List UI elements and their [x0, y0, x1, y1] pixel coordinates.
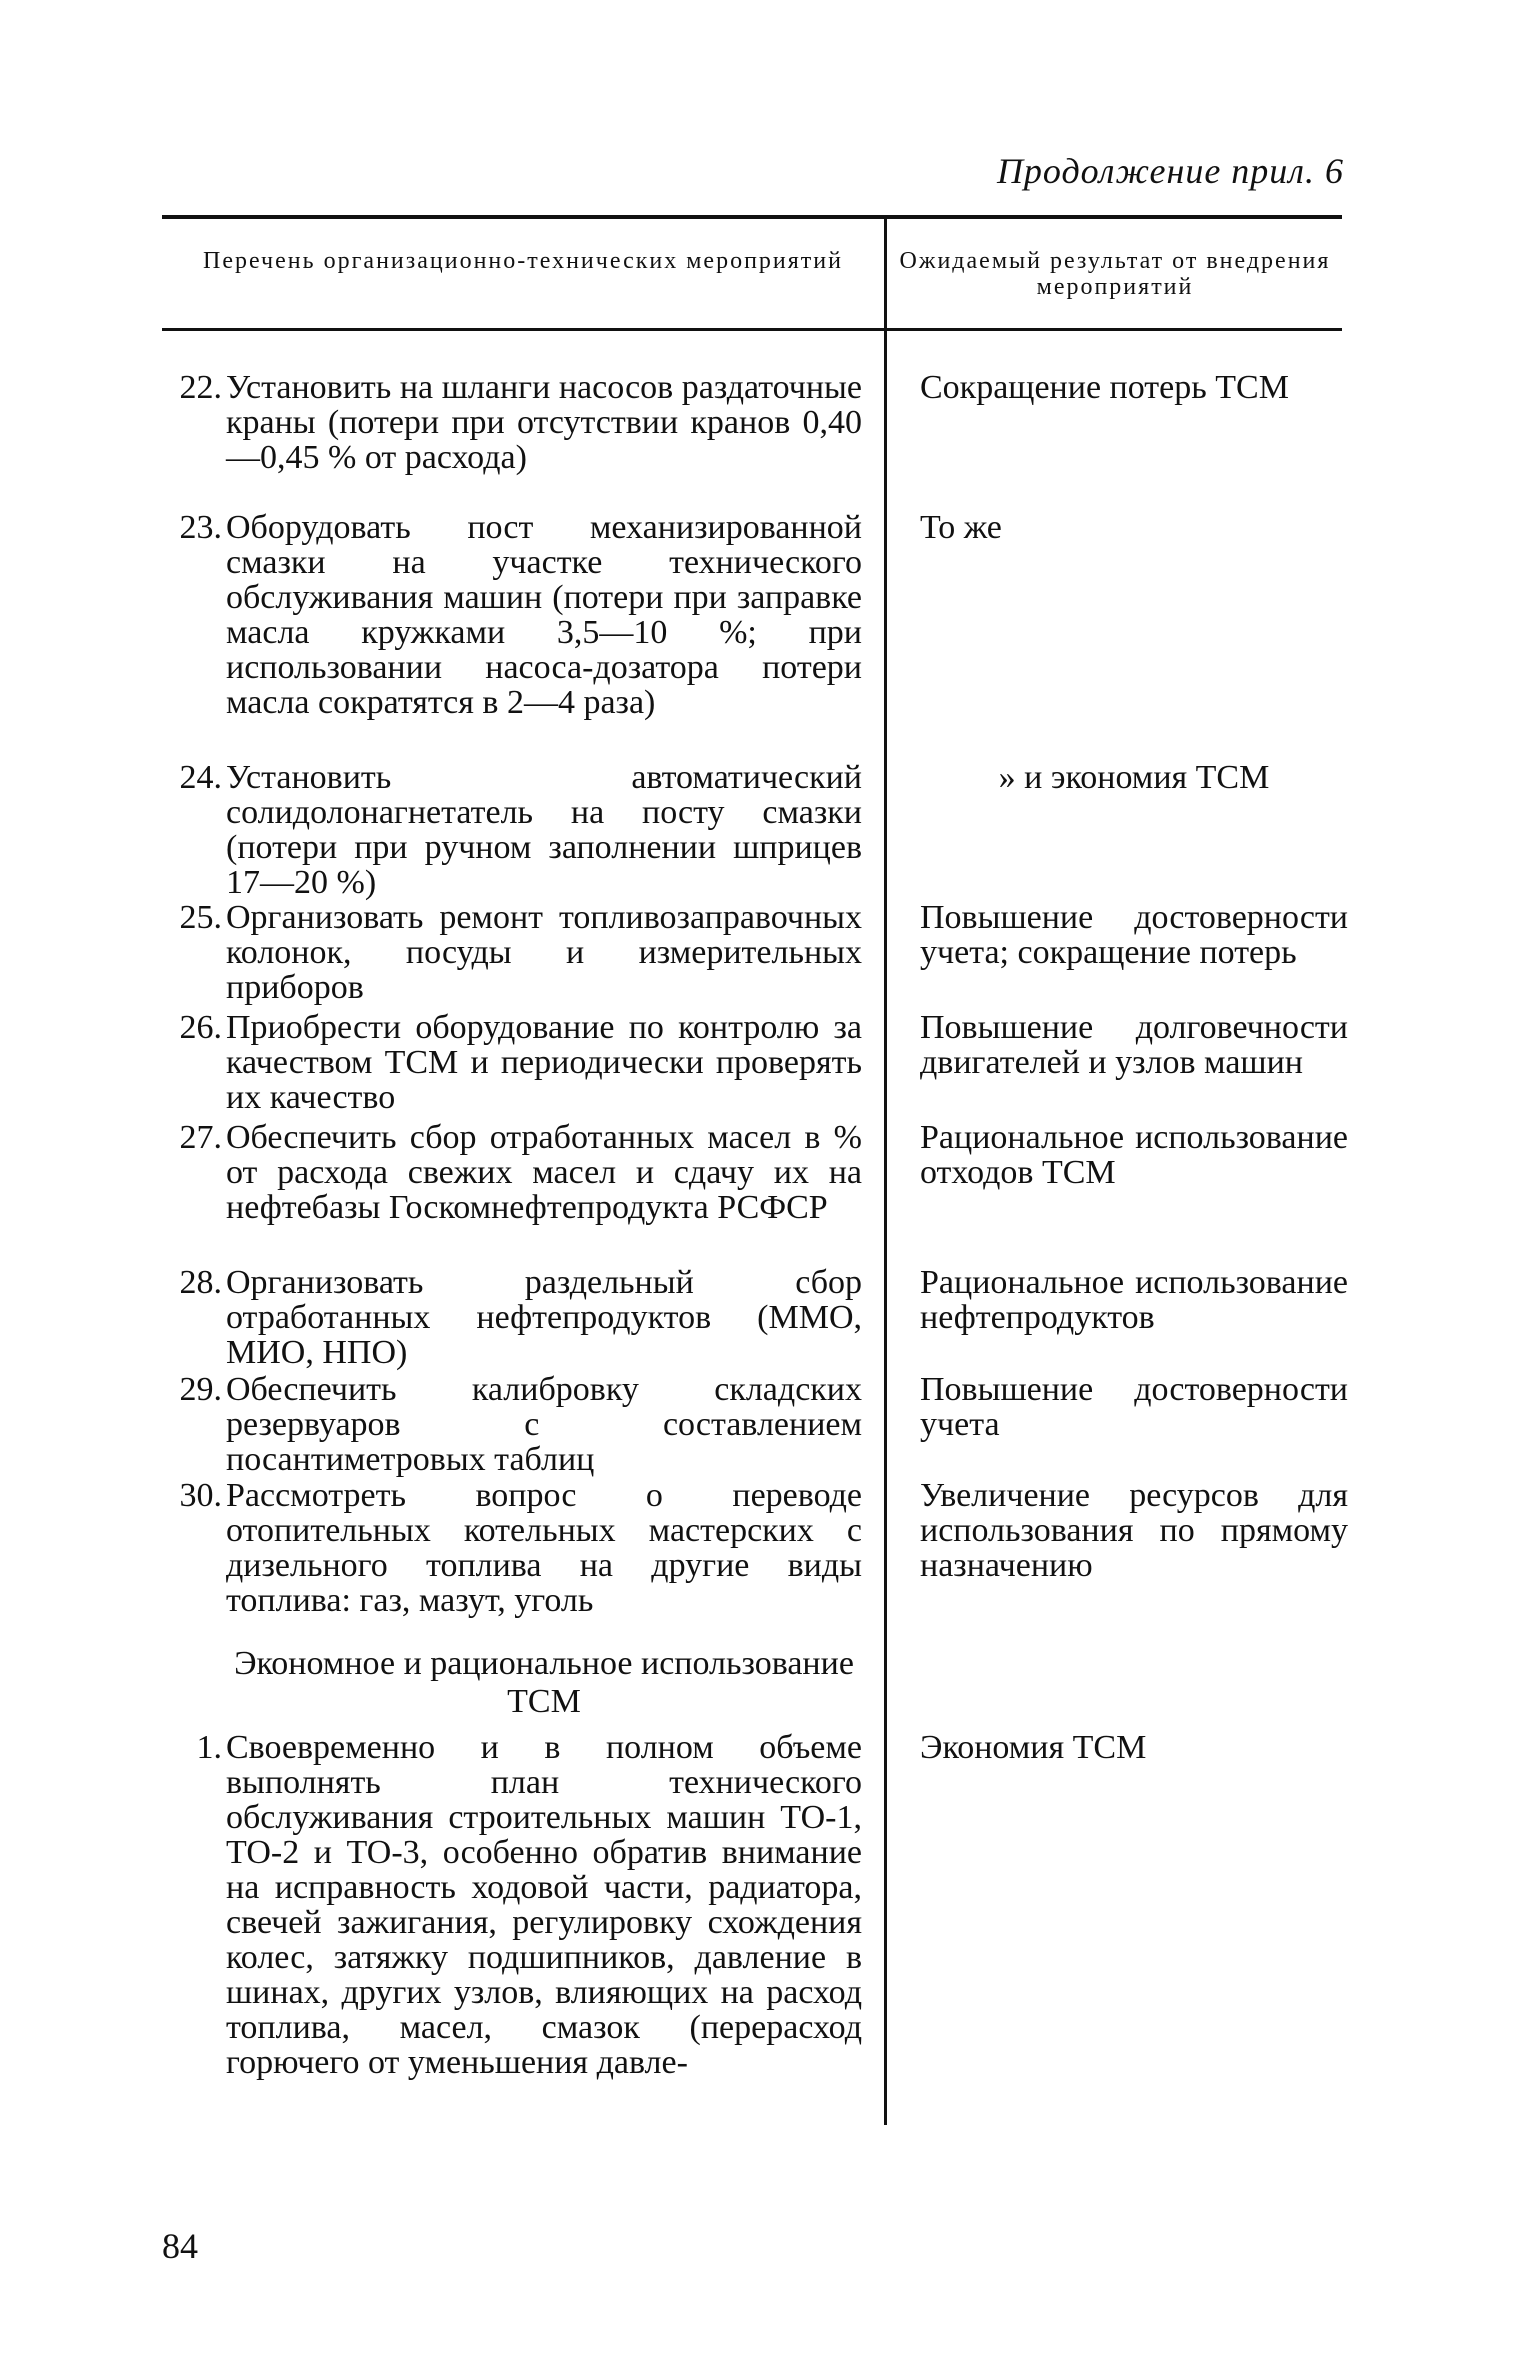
item-measure: Организовать раздельный сбор отработанных нефтепродуктов (ММО, МИО, НПО) [226, 1264, 862, 1371]
item-measure: Обеспечить калибровку складских резервуаров с составлением посантиметровых таблиц [226, 1371, 862, 1478]
column-header-result: Ожидаемый результат от внедрения мероприятий [899, 248, 1331, 300]
column-header-measures: Перечень организационно-технических мероприятий [203, 248, 843, 274]
table-top-rule [162, 215, 1342, 219]
column-divider [884, 218, 887, 2125]
item-number: 23. [179, 509, 222, 546]
item-result: Экономия ТСМ [920, 1729, 1147, 1766]
page-number: 84 [162, 2226, 198, 2266]
item-number: 24. [179, 759, 222, 796]
item-number: 25. [179, 899, 222, 936]
item-result: » и экономия ТСМ [998, 759, 1270, 796]
continuation-label: Продолжение прил. 6 [996, 151, 1344, 191]
item-number: 22. [179, 369, 222, 406]
item-result: Сокращение потерь ТСМ [920, 369, 1289, 406]
item-result: Повышение достоверности учета; сокращение потерь [920, 899, 1348, 971]
item-measure: Установить на шланги насосов раздаточные краны (потери при отсутствии кранов 0,40—0,45 % от расхода) [226, 369, 862, 476]
item-result: Рациональное использование нефтепродуктов [920, 1264, 1348, 1336]
item-result: Рациональное использование отходов ТСМ [920, 1119, 1348, 1191]
item-measure: Организовать ремонт топливозаправочных колонок, посуды и измерительных приборов [226, 899, 862, 1006]
item-number: 27. [179, 1119, 222, 1156]
item-number: 29. [179, 1371, 222, 1408]
item-measure: Приобрести оборудование по контролю за качеством ТСМ и периодически проверять их качество [226, 1009, 862, 1116]
table-header-rule [162, 328, 1342, 331]
item-measure: Оборудовать пост механизированной смазки на участке технического обслуживания машин (потери при заправке масла кружками 3,5—10 %; при использовании насоса-дозатора потери масла сократятся в 2—4 раза) [226, 509, 862, 721]
item-result: Увеличение ресурсов для использования по прямому назначению [920, 1477, 1348, 1584]
item-number: 28. [179, 1264, 222, 1301]
item-number: 1. [196, 1729, 222, 1766]
item-measure: Обеспечить сбор отработанных масел в % от расхода свежих масел и сдачу их на нефтебазы Госкомнефтепродукта РСФСР [226, 1119, 862, 1226]
item-number: 30. [179, 1477, 222, 1514]
item-result: Повышение достоверности учета [920, 1371, 1348, 1443]
item-result: Повышение долговечности двигателей и узлов машин [920, 1009, 1348, 1081]
item-measure: Своевременно и в полном объеме выполнять план технического обслуживания строительных машин ТО-1, ТО-2 и ТО-3, особенно обратив внимание на исправность ходовой части, радиатора, свечей зажигания, регулировку схождения колес, затяжку подшипников, давление в шинах, других узлов, влияющих на расход топлива, масел, смазок (перерасход горючего от уменьшения давле- [226, 1729, 862, 2081]
item-result: То же [920, 509, 1002, 546]
item-measure: Рассмотреть вопрос о переводе отопительных котельных мастерских с дизельного топлива на другие виды топлива: газ, мазут, уголь [226, 1477, 862, 1619]
section-title: Экономное и рациональное использование ТСМ [234, 1645, 854, 1720]
item-number: 26. [179, 1009, 222, 1046]
item-measure: Установить автоматический солидолонагнетатель на посту смазки (потери при ручном заполнении шприцев 17—20 %) [226, 759, 862, 901]
